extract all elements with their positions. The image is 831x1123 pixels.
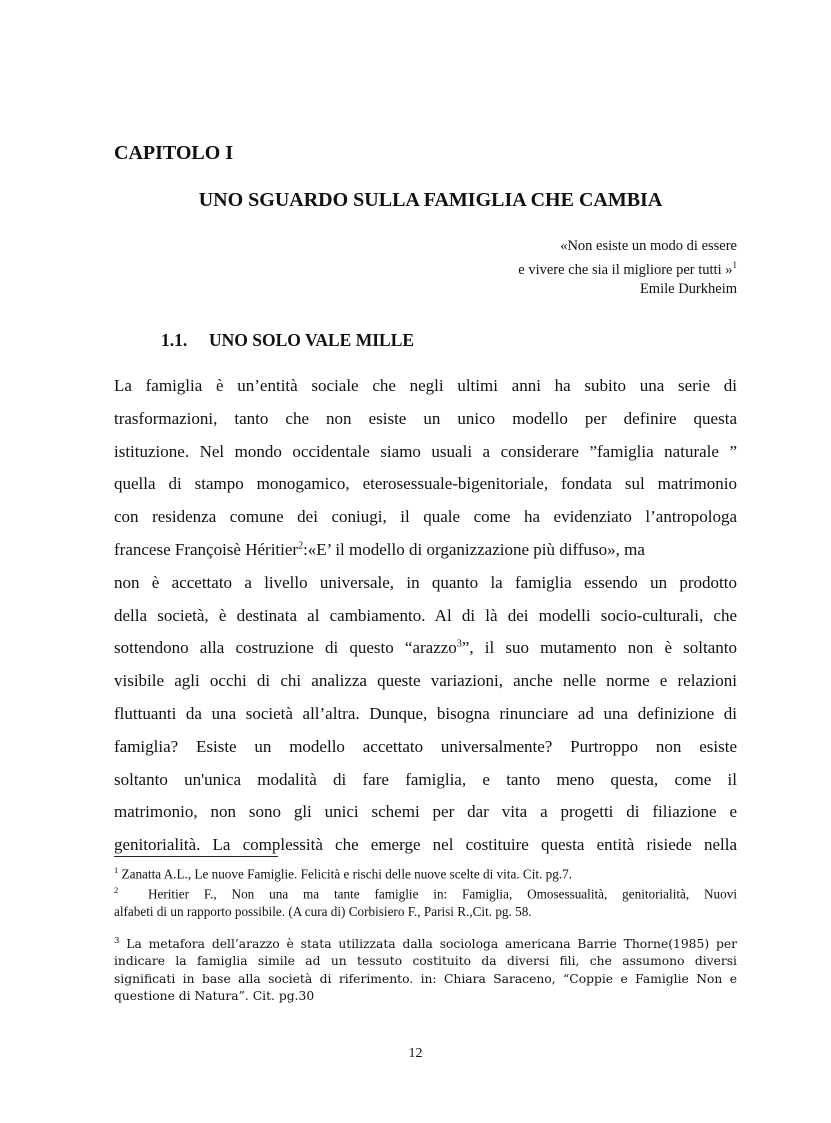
footnote-ref-1[interactable]: 1: [732, 260, 737, 270]
footnote-2: $^2$ Heritier F., Non una ma tante famiglie in: Famiglia, Omosessualità, genitorialità, Nuovi alfabeti di un rapporto possibile. (A cura di) Corbisiero F., Parisi R.,Cit. pg. 58.: [114, 885, 738, 919]
footnote-separator: [114, 856, 278, 857]
body-line: trasformazioni, tanto che non esiste un unico modello per definire questa: [114, 408, 737, 428]
body-line: istituzione. Nel mondo occidentale siamo usuali a considerare ”famiglia naturale ”: [114, 441, 737, 461]
body-line: matrimonio, non sono gli unici schemi per dar vita a progetti di filiazione e: [114, 802, 737, 822]
body-line: visibile agli occhi di chi analizza queste variazioni, anche nelle norme e relazioni: [114, 671, 737, 691]
body-line: della società, è destinata al cambiamento. Al di là dei modelli socio-culturali, che: [114, 605, 737, 625]
epigraph-line-1: «Non esiste un modo di essere: [560, 238, 737, 254]
footnote-ref-2[interactable]: 2: [298, 540, 304, 552]
body-line: genitorialità. La complessità che emerge nel costituire questa entità risiede nella: [114, 835, 737, 855]
body-line: La famiglia è un’entità sociale che negli ultimi anni ha subito una serie di: [114, 376, 737, 395]
footnote-ref-3[interactable]: 3: [456, 638, 462, 650]
body-line: francese Françoisè Héritier$^2$:«E’ il modello di organizzazione più diffuso», ma: [114, 539, 645, 559]
body-paragraph: [114, 372, 737, 864]
footnote-mark: 1: [114, 865, 119, 875]
footnote-mark: 2: [114, 885, 119, 896]
footnote-mark: 3: [114, 935, 120, 946]
footnote-1: $^1$ Zanatta A.L., Le nuove Famiglie. Felicità e rischi delle nuove scelte di vita. Cit. pg.7.: [114, 865, 573, 882]
body-line: fluttuanti da una società all’altra. Dunque, bisogna rinunciare ad una definizione di: [114, 703, 737, 723]
body-line: con residenza comune dei coniugi, il quale come ha evidenziato l’antropologa: [114, 507, 737, 527]
body-line: sottendono alla costruzione di questo “arazzo$^3$”, il suo mutamento non è soltanto: [114, 638, 737, 658]
body-line: soltanto un'unica modalità di fare famiglia, e tanto meno questa, come il: [114, 769, 737, 789]
section-title: UNO SOLO VALE MILLE: [209, 330, 415, 350]
section-number: 1.1.: [161, 330, 188, 350]
body-line: quella di stampo monogamico, eterosessuale-bigenitoriale, fondata sul matrimonio: [114, 474, 737, 494]
epigraph-author: Emile Durkheim: [639, 280, 737, 297]
section-heading: [161, 330, 414, 351]
chapter-title: CAPITOLO I: [114, 142, 234, 164]
page-number: 12: [408, 1046, 423, 1061]
footnotes: [114, 862, 737, 1006]
chapter-subtitle: UNO SGUARDO SULLA FAMIGLIA CHE CAMBIA: [198, 189, 663, 211]
footnote-3: $^3$ La metafora dell’arazzo è stata utilizzata dalla sociologa americana Barrie Thorne(1985) per indicare la famiglia simile ad un tessuto costituito da diversi fili, che assumono diversi significati in base alla società di riferimento. in: Chiara Saraceno, “Coppie e Famiglie Non e questione di Natura”. Cit. pg.30: [114, 935, 737, 1004]
body-line: non è accettato a livello universale, in quanto la famiglia essendo un prodotto: [114, 572, 737, 592]
epigraph: [518, 237, 737, 299]
body-line: famiglia? Esiste un modello accettato universalmente? Purtroppo non esiste: [114, 736, 737, 756]
epigraph-line-2: e vivere che sia il migliore per tutti »$^1$: [518, 260, 737, 278]
